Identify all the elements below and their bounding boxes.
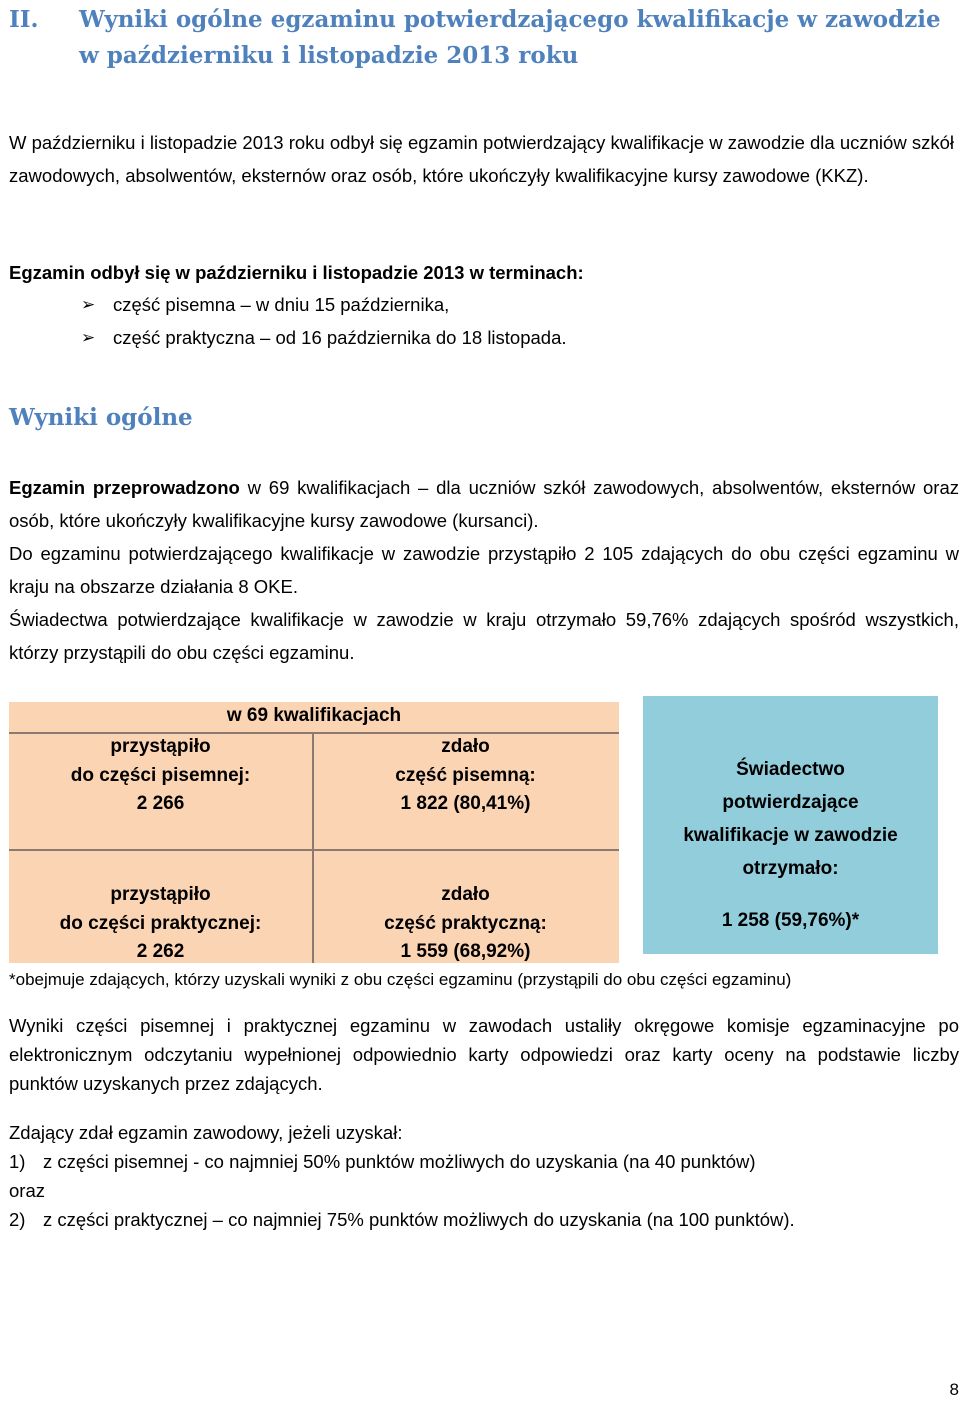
intro-paragraph: W październiku i listopadzie 2013 roku odbył się egzamin potwierdzający kwalifikacje w zawodzie dla uczniów szkół zawodowych, absolwentów, eksternów oraz osób, które ukończyły kwalifikacyjne kursy zawodowe (KKZ).: [9, 132, 954, 186]
cell-label: do części praktycznej:: [59, 912, 262, 934]
practical-took-cell: [9, 881, 312, 967]
summary-paragraph: [9, 471, 959, 669]
schedule-item: [81, 288, 567, 321]
arrow-bullet-icon: ➢: [81, 295, 96, 314]
arrow-bullet-icon: ➢: [81, 328, 96, 347]
summary-line-1: [9, 471, 959, 537]
certificate-label: otrzymało:: [742, 858, 839, 879]
section-title-line-1: Wyniki ogólne egzaminu potwierdzającego kwalifikacje w zawodzie: [79, 6, 941, 33]
cell-value: 1 559 (68,92%): [400, 941, 531, 962]
certificate-value: 1 258 (59,76%)*: [721, 910, 860, 931]
cell-value: 1 822 (80,41%): [400, 793, 531, 814]
subheading: Wyniki ogólne: [9, 404, 193, 431]
pass-rule-text: z części pisemnej - co najmniej 50% punktów możliwych do uzyskania (na 40 punktów): [43, 1151, 756, 1172]
cell-label: część praktyczną:: [384, 912, 547, 934]
section-title-line-2: w październiku i listopadzie 2013 roku: [79, 42, 579, 69]
schedule-item-text: część pisemna – w dniu 15 października,: [113, 294, 450, 315]
cell-label: przystąpiło: [110, 736, 211, 757]
certificate-label: potwierdzające: [722, 792, 859, 813]
certificate-box: [643, 696, 938, 954]
schedule-list: [81, 288, 567, 354]
schedule-item: [81, 321, 567, 354]
cell-label: do części pisemnej:: [70, 764, 251, 786]
cell-label: część pisemną:: [395, 764, 536, 786]
cell-label: przystąpiło: [110, 884, 211, 905]
summary-line-2: Do egzaminu potwierdzającego kwalifikacje w zawodzie przystąpiło 2 105 zdających do obu części egzaminu w kraju na obszarze działania 8 OKE.: [9, 543, 959, 597]
certificate-label: Świadectwo: [736, 759, 845, 780]
pass-rules-joiner: oraz: [9, 1180, 45, 1201]
cell-value: 2 262: [136, 941, 185, 962]
pass-rule-item: [9, 1147, 959, 1176]
list-number: 1): [9, 1151, 26, 1172]
page-number: 8: [949, 1380, 959, 1399]
summary-line-3: Świadectwa potwierdzające kwalifikacje w zawodzie w kraju otrzymało 59,76% zdających spośród wszystkich, którzy przystąpili do obu części egzaminu.: [9, 609, 959, 663]
section-number: II.: [9, 6, 39, 33]
pass-rules-lead: Zdający zdał egzamin zawodowy, jeżeli uzyskał:: [9, 1122, 403, 1143]
pass-rules: [9, 1118, 959, 1234]
written-passed-cell: [314, 733, 617, 819]
footnote: *obejmuje zdających, którzy uzyskali wyniki z obu części egzaminu (przystąpili do obu części egzaminu): [9, 970, 792, 989]
results-box-title: w 69 kwalifikacjach: [226, 705, 402, 726]
certificate-label: kwalifikacje w zawodzie: [683, 825, 898, 846]
cell-value: 2 266: [136, 793, 185, 814]
written-took-cell: [9, 733, 312, 819]
summary-lead-bold: Egzamin przeprowadzono: [9, 477, 240, 498]
cell-label: zdało: [441, 736, 490, 757]
list-number: 2): [9, 1209, 26, 1230]
practical-passed-cell: [314, 881, 617, 967]
pass-rule-item: [9, 1205, 959, 1234]
schedule-lead: Egzamin odbył się w październiku i listopadzie 2013 w terminach:: [9, 262, 584, 283]
summary-lead-rest: w 69 kwalifikacjach – dla uczniów szkół zawodowych, absolwentów, eksternów oraz osób, które ukończyły kwalifikacyjne kursy zawodowe (kursanci).: [9, 477, 959, 531]
pass-rule-text: z części praktycznej – co najmniej 75% punktów możliwych do uzyskania (na 100 punktów).: [43, 1209, 795, 1230]
schedule-item-text: część praktyczna – od 16 października do 18 listopada.: [113, 327, 567, 348]
cell-label: zdało: [441, 884, 490, 905]
results-paragraph: Wyniki części pisemnej i praktycznej egzaminu w zawodach ustaliły okręgowe komisje egzaminacyjne po elektronicznym odczytaniu wypełnionej odpowiednio karty odpowiedzi oraz karty oceny na podstawie liczby punktów uzyskanych przez zdających.: [9, 1015, 959, 1094]
divider-line: [9, 849, 619, 851]
